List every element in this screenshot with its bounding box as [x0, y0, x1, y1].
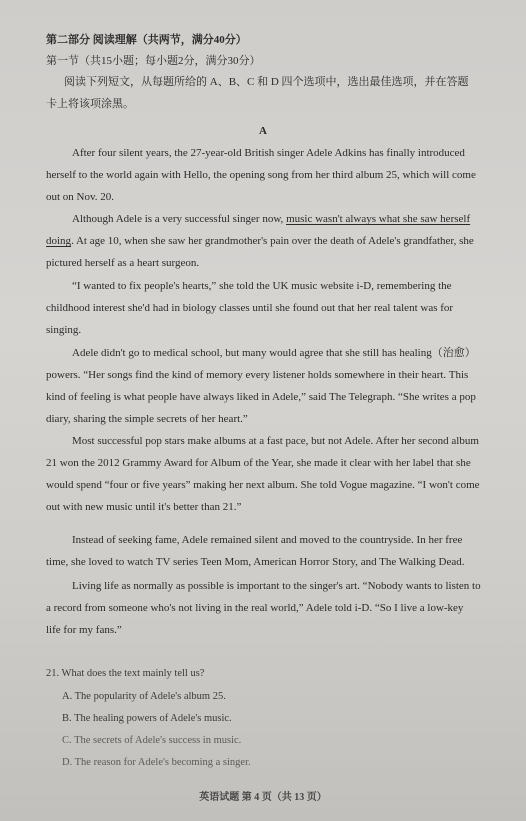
passage-line: powers. “Her songs find the kind of memory every listener holds somewhere in their heart. This [46, 369, 469, 381]
option-b: B. The healing powers of Adele's music. [62, 713, 232, 724]
passage-line: time, she loved to watch TV series Teen Mom, American Horror Story, and The Walking Dead. [46, 556, 465, 568]
passage-line: out with new music until it's better than 21.” [46, 501, 242, 513]
passage-line: Instead of seeking fame, Adele remained silent and moved to the countryside. In her free [72, 534, 463, 546]
passage-line: After four silent years, the 27-year-old British singer Adele Adkins has finally introduced [72, 147, 465, 159]
passage-line: pictured herself as a heart surgeon. [46, 257, 200, 269]
option-a: A. The popularity of Adele's album 25. [62, 691, 226, 702]
passage-line: singing. [46, 324, 82, 336]
passage-line: out on Nov. 20. [46, 191, 115, 203]
instruction-line: 阅读下列短文，从每题所给的 A、B、C 和 D 四个选项中，选出最佳选项，并在答题 [64, 76, 469, 88]
passage-line: childhood interest she'd had in biology classes until she found out that her real talent was for [46, 302, 454, 314]
passage-line: a record from someone who's not living in the real world,” Adele told i-D. “So I live a low-key [46, 602, 464, 614]
passage-line: kind of feeling is what people have always liked in Adele,” said The Telegraph. “She writes a pop [46, 391, 476, 403]
underlined-phrase: music wasn't always what she saw herself [286, 213, 471, 225]
passage-line: Adele didn't go to medical school, but many would agree that she still has healing（治愈） [72, 347, 476, 359]
passage-line: herself to the world again with Hello, the opening song from her third album 25, which will come [46, 169, 476, 181]
page-footer: 英语试题 第 4 页（共 13 页） [199, 792, 327, 803]
passage-line: Although Adele is a very successful singer now, music wasn't always what she saw herself [72, 213, 471, 225]
underlined-phrase: doing [46, 235, 72, 247]
passage-line: would spend “four or five years” making her next album. She told Vogue magazine. “I won't come [46, 479, 480, 491]
instruction-line: 卡上将该项涂黑。 [46, 98, 134, 110]
option-c: C. The secrets of Adele's success in music. [62, 735, 242, 746]
section-title: 第二部分 阅读理解（共两节，满分40分） [46, 34, 247, 46]
passage-label: A [259, 125, 267, 137]
subsection-title: 第一节（共15小题；每小题2分，满分30分） [46, 55, 261, 67]
question-21: 21. What does the text mainly tell us? [46, 668, 205, 679]
passage-line: 21 won the 2012 Grammy Award for Album of the Year, she made it clear with her label that she [46, 457, 471, 469]
passage-line: Living life as normally as possible is important to the singer's art. “Nobody wants to listen to [72, 580, 481, 592]
passage-line: “I wanted to fix people's hearts,” she told the UK music website i-D, remembering the [72, 280, 452, 292]
option-d: D. The reason for Adele's becoming a singer. [62, 757, 251, 768]
passage-line: diary, sharing the simple secrets of her heart.” [46, 413, 248, 425]
passage-line: doing. At age 10, when she saw her grandmother's pain over the death of Adele's grandfather, she [46, 235, 474, 247]
passage-line: Most successful pop stars make albums at a fast pace, but not Adele. After her second album [72, 435, 479, 447]
passage-line: life for my fans.” [46, 624, 122, 636]
